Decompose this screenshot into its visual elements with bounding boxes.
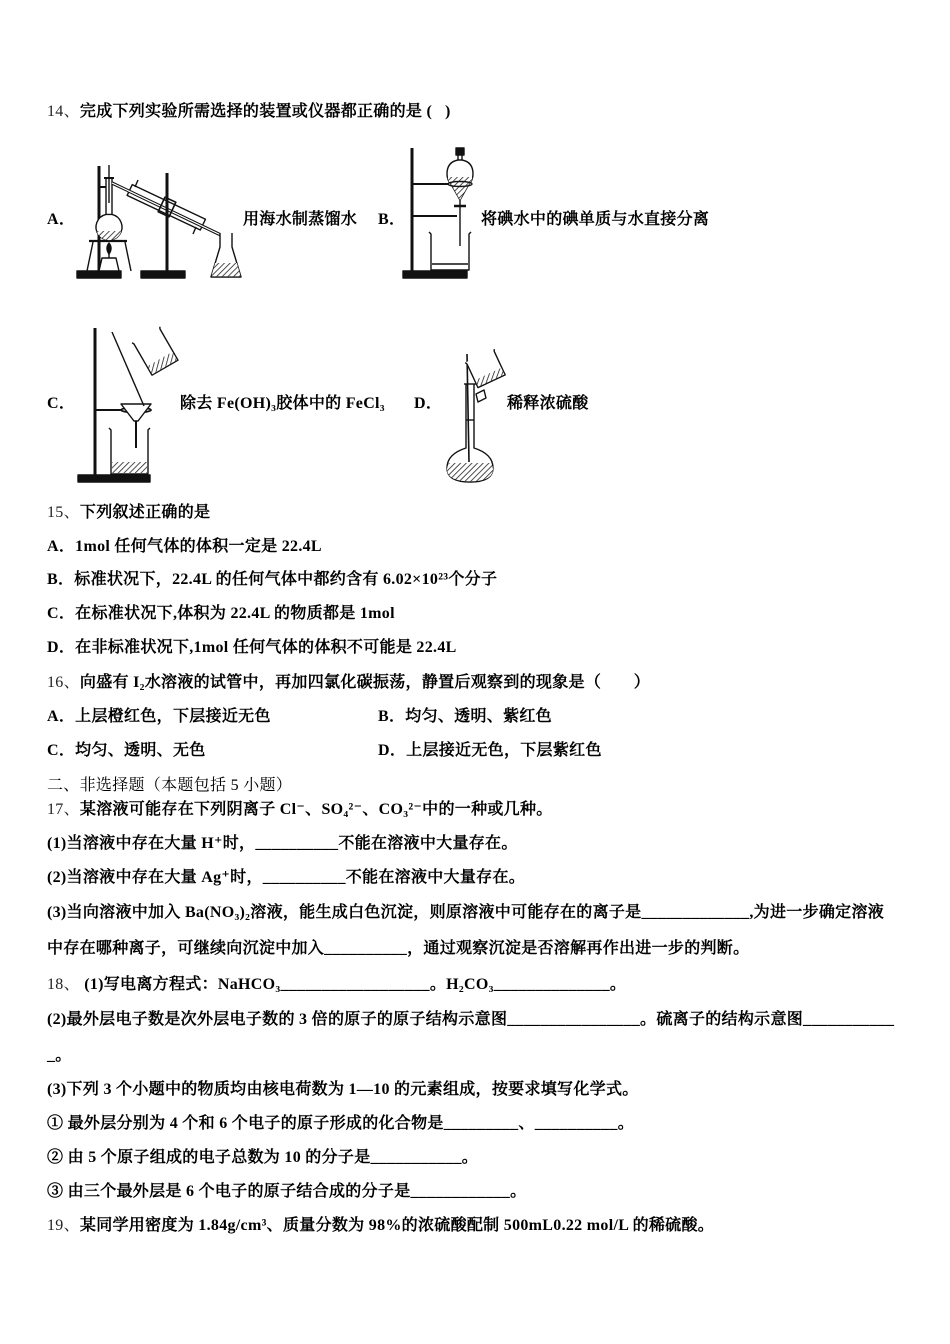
alcohol-lamp [99,258,119,271]
q14-option-c-label: C． [47,395,76,412]
option-text: 上层橙红色，下层接近无色 [75,708,271,725]
tilted-beaker [132,327,179,376]
question-number: 14、 [47,103,80,120]
option-label: B． [378,708,406,725]
option-label: D． [47,639,76,656]
option-label: A． [47,708,76,725]
q18-part-2-line-1: (2)最外层电子数是次外层电子数的 3 倍的原子的原子结构示意图________________。硫离子的结构示意图___________ [47,1011,895,1028]
question-19-stem [47,1216,714,1236]
option-text: 在非标准状况下,1mol 任何气体的体积不可能是 22.4L [75,639,457,656]
question-number: 19、 [47,1217,80,1234]
q16-option-b [378,707,552,727]
q14-option-d-label: D． [414,395,443,412]
q14-option-c-text: 除去 Fe(OH)₃胶体中的 FeCl₃ [180,395,385,412]
section-heading: 二、非选择题（本题包括 5 小题） [47,777,293,794]
option-text: 1mol 任何气体的体积一定是 22.4L [75,538,322,555]
q14-option-d-figure [443,350,507,486]
question-text: (1)写电离方程式：NaHCO₃__________________。H₂CO₃______________。 [79,976,627,993]
q14-option-c-figure [78,326,182,484]
tilted-beaker [465,349,506,388]
question-text: 下列叙述正确的是 [79,504,211,521]
question-17-stem [47,800,553,820]
q18-subpart-1: ① 最外层分别为 4 个和 6 个电子的原子形成的化合物是_________、__________。 [47,1115,635,1132]
q17-part-3-line-1: (3)当向溶液中加入 Ba(NO₃)₂溶液，能生成白色沉淀，则原溶液中可能存在的离子是_____________,为进一步确定溶液 [47,904,885,921]
question-text: 某同学用密度为 1.84g/cm³、质量分数为 98%的浓硫酸配制 500mL0.22 mol/L 的稀硫酸。 [79,1217,715,1234]
q16-option-d [378,741,602,761]
question-number: 15、 [47,504,80,521]
stand-base [77,271,121,278]
option-text: 上层接近无色，下层紫红色 [406,742,602,759]
q14-option-b-label: B． [378,211,406,228]
question-number: 17、 [47,801,80,818]
q18-part-3: (3)下列 3 个小题中的物质均由核电荷数为 1—10 的元素组成，按要求填写化学式。 [47,1081,639,1098]
option-text: 在标准状况下,体积为 22.4L 的物质都是 1mol [75,605,395,622]
question-number: 16、 [47,674,80,691]
distillation-apparatus-figure [75,163,245,283]
q14-option-b-text: 将碘水中的碘单质与水直接分离 [481,211,710,228]
option-label: B． [47,571,75,588]
option-label: C． [47,742,76,759]
q16-option-a [47,707,271,727]
option-text: 均匀、透明、紫红色 [405,708,552,725]
q18-subpart-3: ③ 由三个最外层是 6 个电子的原子结合成的分子是____________。 [47,1183,527,1200]
question-18-part-1 [47,975,626,995]
q17-part-3-line-2: 中存在哪种离子，可继续向沉淀中加入__________，通过观察沉淀是否溶解再作出进一步的判断。 [47,940,750,957]
q17-part-2: (2)当溶液中存在大量 Ag⁺时，__________不能在溶液中大量存在。 [47,869,526,886]
q15-option-c [47,604,395,624]
option-text: 标准状况下，22.4L 的任何气体中都约含有 6.02×10²³个分子 [74,571,498,588]
question-14-stem [47,102,451,122]
filtration-apparatus-figure [78,326,182,484]
question-15-stem [47,503,210,523]
q17-part-1: (1)当溶液中存在大量 H⁺时，__________不能在溶液中大量存在。 [47,835,518,852]
option-label: C． [47,605,76,622]
question-number: 18、 [47,976,80,993]
option-text: 均匀、透明、无色 [75,742,206,759]
volumetric-flask-figure [443,350,507,486]
q14-option-d-text: 稀释浓硫酸 [507,395,589,412]
question-text: 完成下列实验所需选择的装置或仪器都正确的是 ( ) [79,103,451,120]
q15-option-d [47,638,457,658]
q16-option-c [47,741,206,761]
q15-option-b [47,570,497,590]
q18-part-2-line-2: _。 [47,1047,72,1064]
q14-option-a-figure [75,163,245,283]
q15-option-a [47,537,322,557]
option-label: A． [47,538,76,555]
q18-subpart-2: ② 由 5 个原子组成的电子总数为 10 的分子是___________。 [47,1149,479,1166]
question-text: 向盛有 I₂水溶液的试管中，再加四氯化碳振荡，静置后观察到的现象是（ ） [79,674,651,691]
q14-option-a-label: A． [47,211,76,228]
option-label: D． [378,742,407,759]
q14-option-a-text: 用海水制蒸馏水 [243,211,358,228]
separatory-funnel-figure [403,146,475,280]
q14-option-b-figure [403,146,475,280]
question-16-stem [47,673,650,693]
question-text: 某溶液可能存在下列阴离子 Cl⁻、SO₄²⁻、CO₃²⁻中的一种或几种。 [79,801,553,818]
